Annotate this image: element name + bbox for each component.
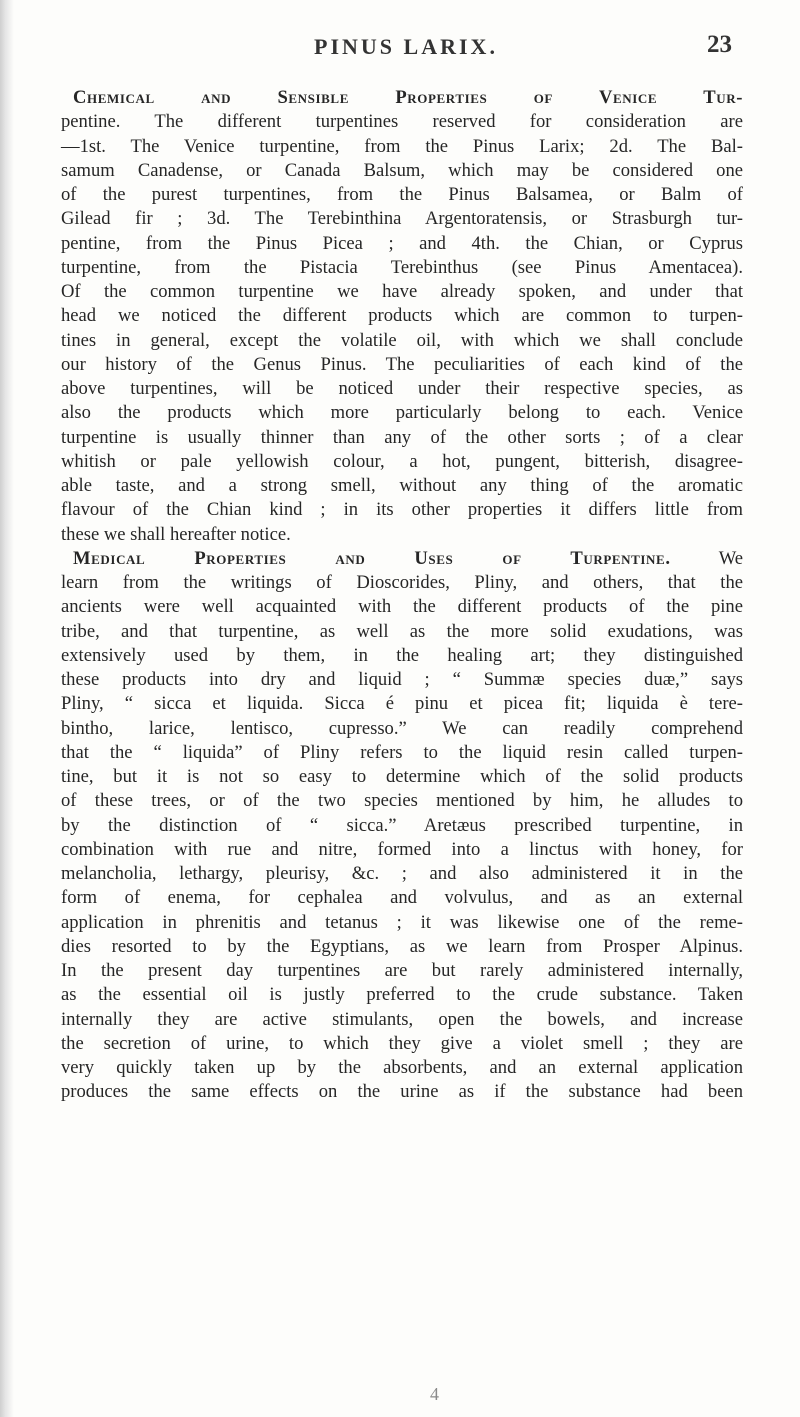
- text-line: turpentine is usually thinner than any of the other sorts ; of a clear: [61, 426, 743, 448]
- text-line: combination with rue and nitre, formed into a linctus with honey, for: [61, 838, 743, 860]
- text-line: Gilead fir ; 3d. The Terebinthina Argentoratensis, or Strasburgh tur-: [61, 208, 743, 230]
- running-title: PINUS LARIX.: [314, 34, 498, 59]
- text-line: pentine, from the Pinus Picea ; and 4th. the Chian, or Cyprus: [61, 232, 743, 254]
- text-line: these products into dry and liquid ; “ Summæ species duæ,” says: [61, 669, 743, 690]
- text-line: tribe, and that turpentine, as well as the more solid exudations, was: [61, 620, 743, 642]
- text-line: In the present day turpentines are but rarely administered internally,: [61, 960, 743, 981]
- text-line: samum Canadense, or Canada Balsum, which may be considered one: [61, 159, 743, 181]
- text-line: turpentine, from the Pistacia Terebinthus (see Pinus Amentacea).: [61, 256, 743, 278]
- text-line: application in phrenitis and tetanus ; it was likewise one of the reme-: [61, 911, 743, 933]
- text-line: flavour of the Chian kind ; in its other properties it differs little from: [61, 499, 743, 521]
- text-line: ancients were well acquainted with the different products of the pine: [61, 596, 743, 618]
- section-2-paragraph: [61, 571, 743, 1105]
- section-heading: Chemical and Sensible Properties of Venice Tur-: [73, 87, 743, 108]
- text-line: form of enema, for cephalea and volvulus, and as an external: [61, 887, 743, 909]
- section-heading-line: [61, 86, 743, 110]
- text-line: dies resorted to by the Egyptians, as we learn from Prosper Alpinus.: [61, 935, 743, 957]
- gutter-shadow: [0, 0, 14, 1417]
- text-line: very quickly taken up by the absorbents, and an external application: [61, 1057, 743, 1078]
- section-1-paragraph: [61, 110, 743, 547]
- running-head: [80, 31, 732, 64]
- body-text: [61, 86, 743, 1105]
- text-line: produces the same effects on the urine as if the substance had been: [61, 1081, 743, 1103]
- text-line: internally they are active stimulants, open the bowels, and increase: [61, 1008, 743, 1030]
- text-line: these we shall hereafter notice.: [61, 523, 291, 545]
- section-heading-line: [61, 547, 743, 571]
- text-line: melancholia, lethargy, pleurisy, &c. ; and also administered it in the: [61, 863, 743, 884]
- text-line: of the purest turpentines, from the Pinus Balsamea, or Balm of: [61, 184, 743, 205]
- text-line: tine, but it is not so easy to determine which of the solid products: [61, 766, 743, 787]
- text-line: able taste, and a strong smell, without any thing of the aromatic: [61, 475, 743, 496]
- text-line: that the “ liquida” of Pliny refers to the liquid resin called turpen-: [61, 741, 743, 763]
- text-line: whitish or pale yellowish colour, a hot, pungent, bitterish, disagree-: [61, 450, 743, 472]
- text-line: tines in general, except the volatile oil, with which we shall conclude: [61, 329, 743, 351]
- text-line: bintho, larice, lentisco, cupresso.” We can readily comprehend: [61, 717, 743, 739]
- text-line: by the distinction of “ sicca.” Aretæus prescribed turpentine, in: [61, 814, 743, 836]
- text-line: pentine. The different turpentines reserved for consideration are: [61, 111, 743, 133]
- text-line: our history of the Genus Pinus. The peculiarities of each kind of the: [61, 353, 743, 375]
- text-line: Pliny, “ sicca et liquida. Sicca é pinu et picea fit; liquida è tere-: [61, 693, 743, 715]
- text-line: of these trees, or of the two species mentioned by him, he alludes to: [61, 790, 743, 812]
- text-line: learn from the writings of Dioscorides, Pliny, and others, that the: [61, 572, 743, 593]
- text-line: also the products which more particularly belong to each. Venice: [61, 402, 743, 424]
- section-heading: Medical Properties and Uses of Turpentine.: [73, 547, 671, 569]
- text-line: Of the common turpentine we have already spoken, and under that: [61, 281, 743, 302]
- text-line: the secretion of urine, to which they give a violet smell ; they are: [61, 1032, 743, 1054]
- text-line: above turpentines, will be noticed under their respective species, as: [61, 378, 743, 399]
- page-number: 23: [707, 31, 732, 58]
- footer-mark: 4: [430, 1384, 439, 1404]
- heading-tail-text: We: [718, 547, 744, 569]
- text-line: extensively used by them, in the healing art; they distinguished: [61, 644, 743, 666]
- text-line: —1st. The Venice turpentine, from the Pinus Larix; 2d. The Bal-: [61, 135, 743, 157]
- text-line: as the essential oil is justly preferred to the crude substance. Taken: [61, 984, 743, 1006]
- text-line: head we noticed the different products which are common to turpen-: [61, 305, 743, 327]
